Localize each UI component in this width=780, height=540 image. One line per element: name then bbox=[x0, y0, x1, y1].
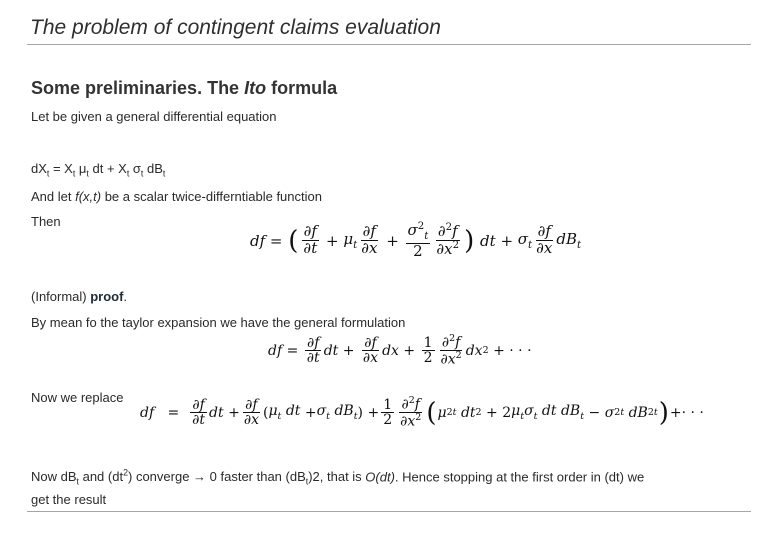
then-text: Then bbox=[31, 214, 61, 229]
function-name: f(x,t) bbox=[75, 189, 102, 204]
conclusion-visual: Now $dB_t$ and $(dt^2)$ converge → 0 faster than $(dB_t)2$, that is bbox=[31, 468, 366, 487]
proof-word: proof bbox=[90, 289, 124, 304]
sde-line bbox=[31, 161, 165, 179]
heading-text-1: Some preliminaries. The bbox=[31, 78, 245, 98]
conclusion-line2: get the result bbox=[31, 491, 107, 507]
taylor-equation: df = $\frac{\partial f}{\partial t}$ dt + $\frac{\partial f}{\partial x}$ dx + $\frac{1}{2}$ $\frac{\partial^2f}{\partial x^2}$ dx 2 + · · · bbox=[268, 333, 532, 368]
and-let-suffix: be a scalar twice-differntiable function bbox=[101, 189, 322, 204]
conclusion-order: O(dt) bbox=[365, 469, 395, 485]
heading-text-2: formula bbox=[266, 78, 338, 98]
proof-prefix: (Informal) bbox=[31, 289, 91, 304]
proof-suffix: . bbox=[123, 289, 128, 304]
intro-text: Let be given a general differential equation bbox=[31, 109, 277, 124]
taylor-text: By mean fo the taylor expansion we have the general formulation bbox=[31, 315, 406, 330]
conclusion-end: . Hence stopping at the first order in (dt) we bbox=[394, 469, 645, 485]
slide-title: The problem of contingent claims evaluation bbox=[30, 16, 441, 39]
conclusion-text bbox=[31, 465, 644, 508]
ito-formula-equation: df = ( $\frac{\partial f}{\partial t}$ + $\mu_t$ $\frac{\partial f}{\partial x}$ + $\frac{\sigma^2_t}{2}$ $\frac{\partial^2f}{\partial x^2}$ ) dt + $\sigma_t$ $\frac{\partial f}{\partial x}$ $dB_t$ bbox=[250, 221, 582, 260]
replace-text: Now we replace bbox=[31, 390, 124, 405]
and-let-text bbox=[31, 189, 322, 204]
title-divider bbox=[27, 44, 751, 45]
heading-ito: Ito bbox=[244, 78, 267, 98]
proof-text bbox=[31, 289, 127, 304]
and-let-prefix: And let bbox=[31, 189, 76, 204]
sde-visual: $dX_t = X_t$ $\mu_t$ dt + $X_t$ $\sigma_t$ $dB_t$ bbox=[31, 161, 166, 179]
substituted-equation: df = $\frac{\partial f}{\partial t}$ dt + $\frac{\partial f}{\partial x}$ ( $\mu_t$ dt + $\sigma_t$ $dB_t$ ) + $\frac{1}{2}$ $\frac{\partial^2f}{\partial x^2}$ ( μ 2 t dt 2 + 2 $\mu_t\sigma_t$ dt $dB_t$ − σ 2 t dB 2 t ) +· · · bbox=[140, 395, 704, 430]
section-heading bbox=[31, 78, 337, 99]
bottom-divider bbox=[27, 511, 751, 512]
